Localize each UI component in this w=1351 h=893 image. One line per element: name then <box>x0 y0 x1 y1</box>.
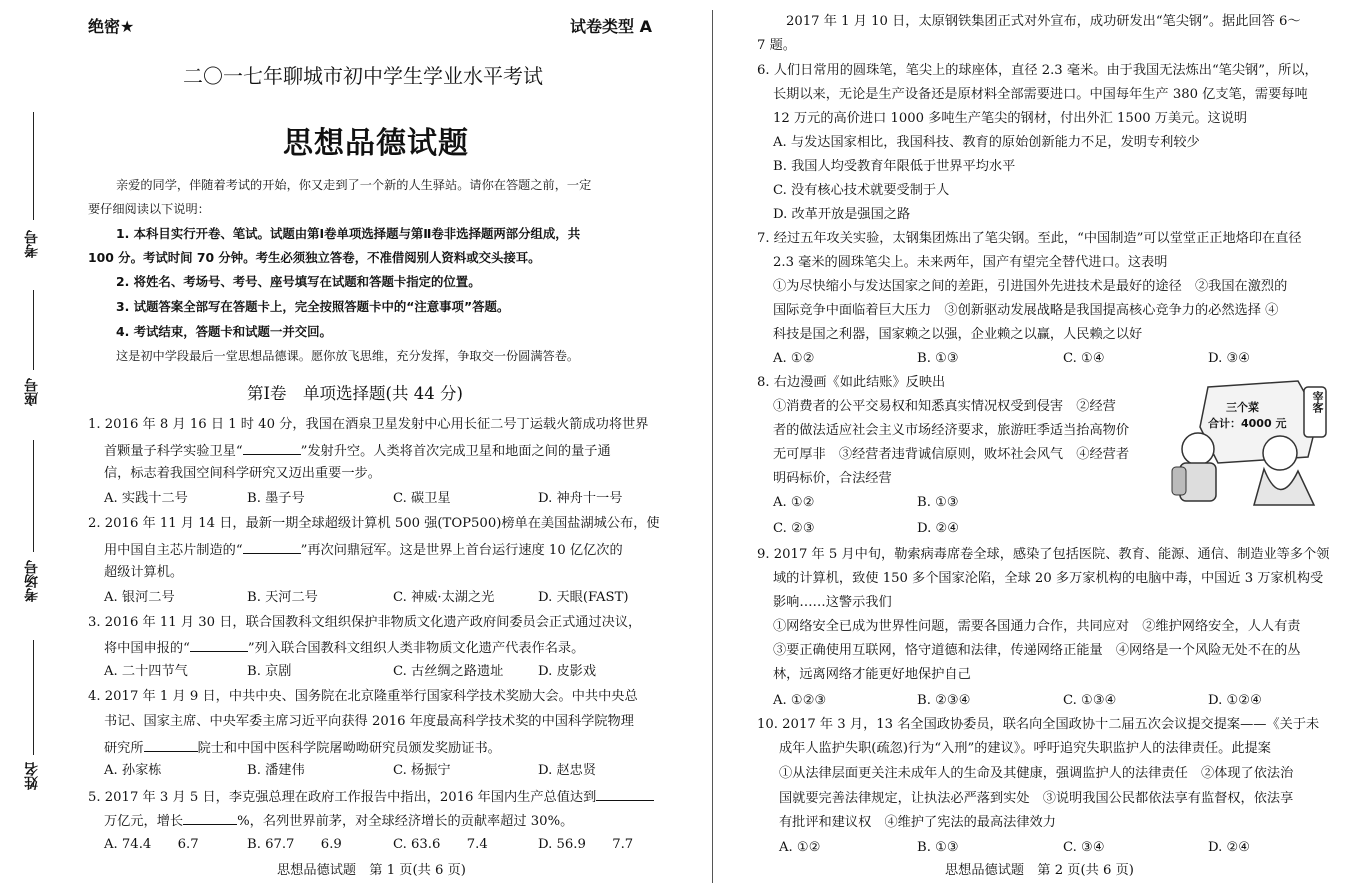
answer-blank <box>596 788 654 801</box>
question-text: 书记、国家主席、中央军委主席习近平向获得 2016 年度最高科学技术奖的中国科学院物理 <box>104 714 634 729</box>
question-lead: 2017 年 1 月 10 日，太原钢铁集团正式对外宣布，成功研发出“笔尖钢”。据此回答 6～ <box>786 14 1301 29</box>
question-text: 超级计算机。 <box>104 565 184 580</box>
page-footer: 思想品德试题 第 2 页(共 6 页) <box>945 863 1134 878</box>
intro-greeting-line: 要仔细阅读以下说明： <box>88 202 210 216</box>
question-text: 2. 2016 年 11 月 14 日，最新一期全球超级计算机 500 强(TOP500)榜单在美国盐湖城公布，使 <box>88 516 660 531</box>
option: D. 天眼(FAST) <box>538 590 629 605</box>
question-text: 长期以来，无论是生产设备还是原材料全部需要进口。中国每年生产 380 亿支笔，需要每吨 <box>773 87 1308 102</box>
option: A. ①② <box>779 840 821 855</box>
option: D. 皮影戏 <box>538 664 597 679</box>
question-text: ①从法律层面更关注未成年人的生命及其健康，强调监护人的法律责任 ②体现了依法治 <box>779 766 1294 781</box>
intro-greeting-line: 亲爱的同学，伴随着考试的开始，你又走到了一个新的人生驿站。请你在答题之前，一定 <box>116 178 592 192</box>
question-text: 信，标志着我国空间科学研究又迈出重要一步。 <box>104 466 381 481</box>
question-text: 无可厚非 ③经营者违背诚信原则，败坏社会风气 ④经营者 <box>773 447 1130 462</box>
instruction-item: 4. 考试结束，答题卡和试题一并交回。 <box>116 324 332 339</box>
cartoon-illustration <box>1168 377 1338 509</box>
subject-title: 思想品德试题 <box>283 126 469 161</box>
option: C. 碳卫星 <box>393 491 451 506</box>
option: C. 古丝绸之路遗址 <box>393 664 504 679</box>
option: C. 没有核心技术就要受制于人 <box>773 183 950 198</box>
question-text: 7. 经过五年攻关实验，太钢集团炼出了笔尖钢。至此，“中国制造”可以堂堂正正地烙印在直径 <box>757 231 1302 246</box>
option: D. 赵忠贤 <box>538 763 597 778</box>
question-text: 明码标价，合法经营 <box>773 471 892 486</box>
paper-type: 试卷类型 A <box>570 17 652 36</box>
question-text: 5. 2017 年 3 月 5 日，李克强总理在政府工作报告中指出，2016 年国内生产总值达到 <box>88 788 654 806</box>
secret-mark: 绝密★ <box>88 17 135 36</box>
option: D. 神舟十一号 <box>538 491 623 506</box>
instruction-item: 1. 本科目实行开卷、笔试。试题由第Ⅰ卷单项选择题与第Ⅱ卷非选择题两部分组成，共 <box>116 226 581 241</box>
option: C. ①④ <box>1063 351 1105 366</box>
option: A. ①②③ <box>773 693 827 708</box>
question-text: 万亿元，增长 %，名列世界前茅，对全球经济增长的贡献率超过 30%。 <box>104 814 574 829</box>
option: A. 74.4 6.7 <box>104 837 199 852</box>
option: D. ③④ <box>1208 351 1251 366</box>
page-footer: 思想品德试题 第 1 页(共 6 页) <box>277 863 466 878</box>
instruction-item: 3. 试题答案全部写在答题卡上，完全按照答题卡中的“注意事项”答题。 <box>116 299 510 314</box>
option: C. 杨振宁 <box>393 763 451 778</box>
option: D. 改革开放是强国之路 <box>773 207 911 222</box>
option: D. ②④ <box>917 521 960 536</box>
question-text: 影响……这警示我们 <box>773 595 892 610</box>
option: C. ①③④ <box>1063 693 1117 708</box>
question-text: 10. 2017 年 3 月，13 名全国政协委员，联名向全国政协十二届五次会议提交提案——《关于未 <box>757 717 1320 732</box>
binding-line <box>33 440 34 552</box>
answer-blank <box>190 639 248 652</box>
option: B. 67.7 6.9 <box>247 837 342 852</box>
option: B. ①③ <box>917 840 959 855</box>
option: B. 潘建伟 <box>247 763 305 778</box>
answer-blank <box>243 541 301 554</box>
question-text: 将中国申报的“ ”列入联合国教科文组织人类非物质文化遗产代表作名录。 <box>104 641 585 656</box>
option: A. 与发达国家相比，我国科技、教育的原始创新能力不足，发明专利较少 <box>773 135 1200 150</box>
option: A. 银河二号 <box>104 590 175 605</box>
question-text: 9. 2017 年 5 月中旬，勒索病毒席卷全球，感染了包括医院、教育、能源、通信、制造业等多个领 <box>757 547 1330 562</box>
page-divider <box>712 10 713 883</box>
section-title: 第Ⅰ卷 单项选择题(共 44 分) <box>247 384 463 403</box>
exam-title: 二〇一七年聊城市初中学生学业水平考试 <box>183 64 543 88</box>
question-text: 域的计算机，致使 150 多个国家沦陷，全球 20 多万家机构的电脑中毒，中国近 3 万家机构受 <box>773 571 1324 586</box>
question-text: 12 万元的高价进口 1000 多吨生产笔尖的钢材，付出外汇 1500 万美元。这说明 <box>773 111 1248 126</box>
cartoon-sign: 宰客 <box>1311 391 1324 413</box>
question-text: 研究所 院士和中国中医科学院屠呦呦研究员颁发奖励证书。 <box>104 741 501 756</box>
question-text: 1. 2016 年 8 月 16 日 1 时 40 分，我国在酒泉卫星发射中心用长征二号丁运载火箭成功将世界 <box>88 417 649 432</box>
binding-line <box>33 112 34 220</box>
question-text: 林，远离网络才能更好地保护自己 <box>773 667 971 682</box>
name-label: 姓名 <box>24 762 40 790</box>
question-text: 6. 人们日常用的圆珠笔，笔尖上的球座体，直径 2.3 毫米。由于我国无法炼出“笔尖钢”，所以， <box>757 63 1318 78</box>
cartoon-label: 三个菜 <box>1226 401 1259 414</box>
cartoon-total: 合计：4000 元 <box>1208 417 1287 430</box>
question-lead: 7 题。 <box>757 38 796 53</box>
question-text: 首颗量子科学实验卫星“ ”发射升空。人类将首次完成卫星和地面之间的量子通 <box>104 444 611 459</box>
binding-line <box>33 290 34 370</box>
option: C. ③④ <box>1063 840 1105 855</box>
option: A. 孙家栋 <box>104 763 162 778</box>
option: A. 二十四节气 <box>104 664 188 679</box>
option: B. 我国人均受教育年限低于世界平均水平 <box>773 159 1016 174</box>
question-text: 者的做法适应社会主义市场经济要求，旅游旺季适当抬高物价 <box>773 423 1130 438</box>
option: A. 实践十二号 <box>104 491 188 506</box>
option: D. ②④ <box>1208 840 1251 855</box>
question-text: 科技是国之利器，国家赖之以强，企业赖之以赢，人民赖之以好 <box>773 327 1143 342</box>
answer-blank <box>144 739 198 752</box>
question-text: 3. 2016 年 11 月 30 日，联合国教科文组织保护非物质文化遗产政府间委员会正式通过决议， <box>88 615 642 630</box>
question-text: 4. 2017 年 1 月 9 日，中共中央、国务院在北京隆重举行国家科学技术奖励大会。中共中央总 <box>88 689 638 704</box>
option: B. ②③④ <box>917 693 971 708</box>
question-text: 成年人监护失职(疏忽)行为“入刑”的建议》。呼吁追究失职监护人的法律责任。此提案 <box>779 741 1271 756</box>
intro-closing: 这是初中学段最后一堂思想品德课。愿你放飞思维，充分发挥，争取交一份圆满答卷。 <box>116 349 580 363</box>
option: D. 56.9 7.7 <box>538 837 634 852</box>
option: B. ①③ <box>917 495 959 510</box>
question-text: 用中国自主芯片制造的“ ”再次问鼎冠军。这是世界上首台运行速度 10 亿亿次的 <box>104 543 623 558</box>
option: B. 天河二号 <box>247 590 318 605</box>
question-text: 8. 右边漫画《如此结账》反映出 <box>757 375 946 390</box>
instruction-item: 2. 将姓名、考场号、考号、座号填写在试题和答题卡指定的位置。 <box>116 274 481 289</box>
question-text: ①为尽快缩小与发达国家之间的差距，引进国外先进技术是最好的途径 ②我国在激烈的 <box>773 279 1288 294</box>
option: B. 京剧 <box>247 664 292 679</box>
question-text: ①消费者的公平交易权和知悉真实情况权受到侵害 ②经营 <box>773 399 1116 414</box>
answer-blank <box>183 812 237 825</box>
question-text: 有批评和建议权 ④维护了宪法的最高法律效力 <box>779 815 1056 830</box>
option: A. ①② <box>773 495 815 510</box>
question-text: 2.3 毫米的圆珠笔尖上。未来两年，国产有望完全替代进口。这表明 <box>773 255 1168 270</box>
binding-line <box>33 640 34 755</box>
exam-room-label: 考场号 <box>24 560 40 602</box>
option: A. ①② <box>773 351 815 366</box>
option: B. 墨子号 <box>247 491 305 506</box>
answer-blank <box>243 442 301 455</box>
seat-number-label: 座号 <box>24 378 40 406</box>
instruction-item: 100 分。考试时间 70 分钟。考生必须独立答卷，不准借阅别人资料或交头接耳。 <box>88 250 541 265</box>
exam-number-label: 考号 <box>24 230 40 258</box>
question-text: 国际竞争中面临着巨大压力 ③创新驱动发展战略是我国提高核心竞争力的必然选择 ④ <box>773 303 1279 318</box>
option: B. ①③ <box>917 351 959 366</box>
option: C. ②③ <box>773 521 815 536</box>
question-text: ③要正确使用互联网，恪守道德和法律，传递网络正能量 ④网络是一个风险无处不在的丛 <box>773 643 1301 658</box>
question-text: ①网络安全已成为世界性问题，需要各国通力合作，共同应对 ②维护网络安全，人人有责 <box>773 619 1301 634</box>
question-text: 国就要完善法律规定，让执法必严落到实处 ③说明我国公民都依法享有监督权，依法享 <box>779 791 1294 806</box>
option: D. ①②④ <box>1208 693 1262 708</box>
option: C. 神威·太湖之光 <box>393 590 495 605</box>
option: C. 63.6 7.4 <box>393 837 488 852</box>
